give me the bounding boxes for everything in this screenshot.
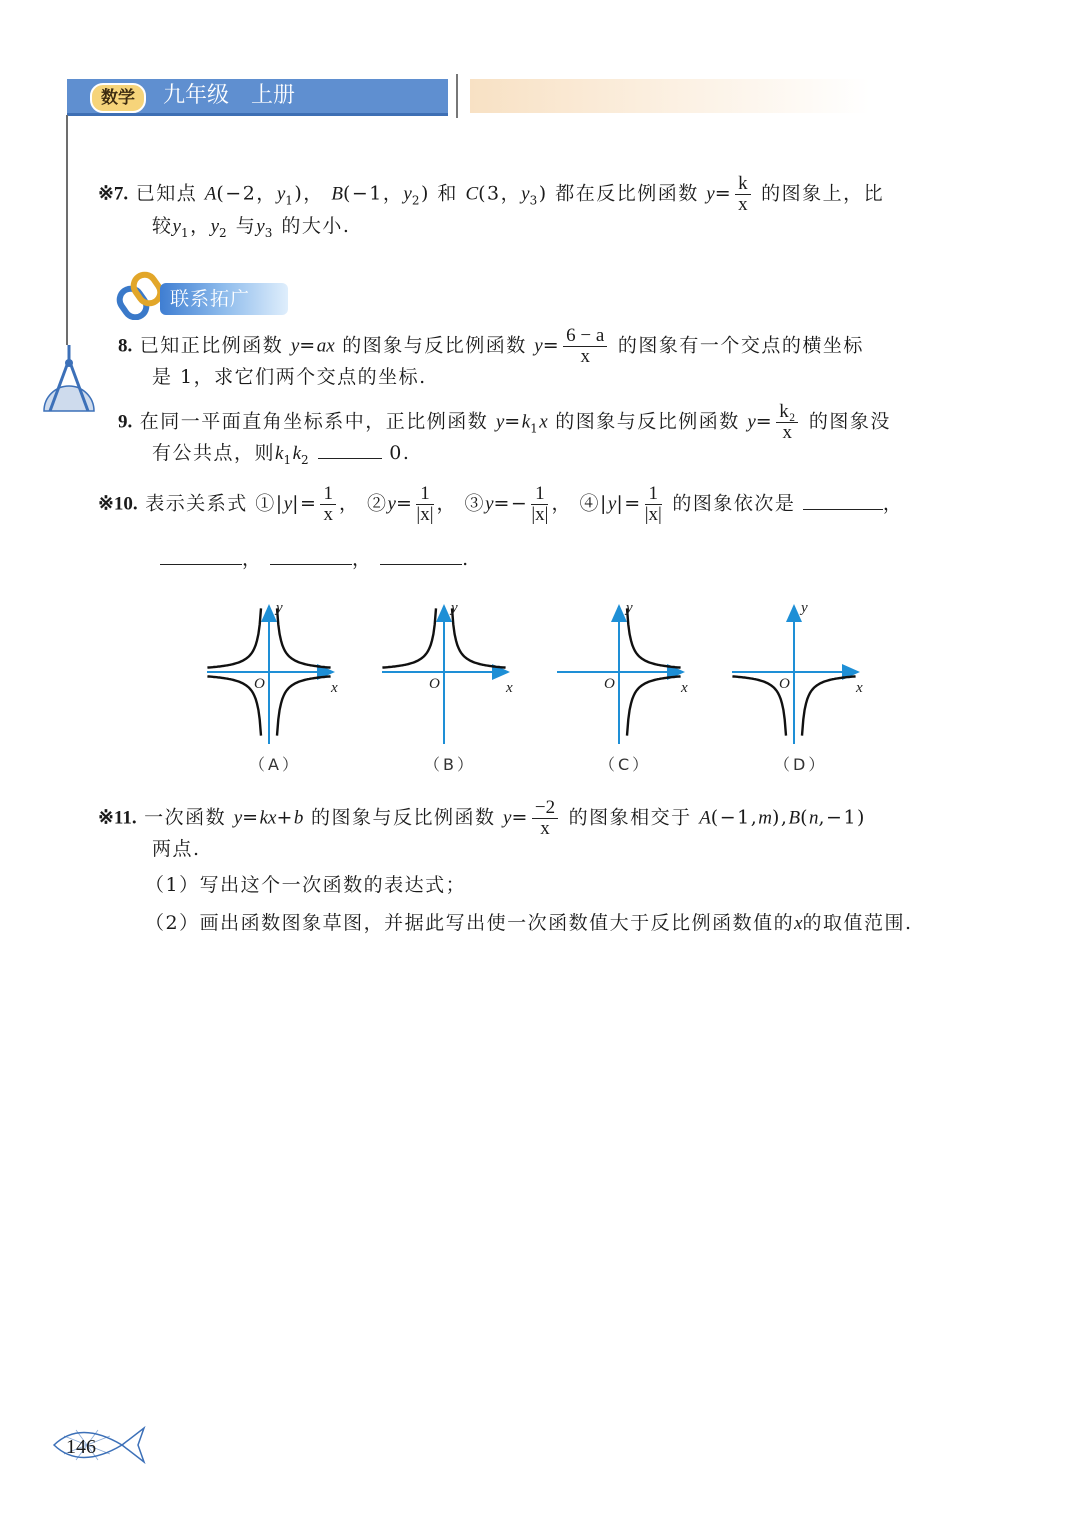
fraction-k2-over-x: $\frac{\text{k₂}}{x}$ — [776, 402, 798, 443]
caption-a: （A） — [249, 755, 301, 774]
graph-c — [557, 600, 688, 744]
y-axis-label: y — [626, 600, 633, 616]
y-axis-label: y — [276, 600, 283, 616]
hyperbola-branch — [802, 676, 856, 735]
origin-label: O — [779, 676, 790, 692]
hyperbola-branch — [627, 608, 681, 667]
book-title: 九年级 上册 — [163, 83, 296, 108]
fraction-6-minus-a-over-x: $\frac{6 - a}{x}$ — [563, 326, 607, 367]
question-8-line1: 8. 已知正比例函数 y=ax 的图象与反比例函数 y= $\frac{6 - a}{x}$ 的图象有一个交点的横坐标 — [118, 325, 864, 367]
hyperbola-branch — [207, 608, 261, 667]
graph-b — [382, 600, 513, 744]
origin-label: O — [429, 676, 440, 692]
page-number: 146 — [66, 1436, 96, 1458]
origin-label: O — [604, 676, 615, 692]
graph-options — [205, 596, 885, 776]
fraction-neg2-over-x: $\frac{-2}{x}$ — [532, 798, 558, 839]
question-7-line2: 较$y_1$，$y_2$ 与$y_3$ 的大小. — [152, 215, 351, 240]
question-11-part2: （2）画出函数图象草图，并据此写出使一次函数值大于反比例函数值的x的取值范围. — [145, 912, 913, 934]
question-11-line2: 两点. — [152, 838, 201, 860]
chain-link-icon — [116, 270, 164, 320]
question-9-line1: 9. 在同一平面直角坐标系中，正比例函数 $y=k_1x$ 的图象与反比例函数 y= $\frac{\text{k₂}}{x}$ 的图象没 — [118, 401, 891, 443]
question-11-line1: ※11. 一次函数 y=kx+b 的图象与反比例函数 y= $\frac{-2}{x}$ 的图象相交于 A(−1,m),B(n,−1) — [98, 797, 866, 839]
compass-protractor-icon — [40, 345, 98, 415]
hyperbola-branch — [382, 608, 436, 667]
hyperbola-branch — [277, 676, 331, 735]
y-axis-label: y — [451, 600, 458, 616]
answer-blank-1[interactable] — [803, 489, 883, 510]
question-9-line2: 有公共点，则$k_1k_2$ 0. — [152, 438, 410, 475]
hyperbola-branch — [207, 676, 261, 735]
question-7-line1: ※7. 已知点 A(−2，$y_1$)， B(−1，$y_2$) 和 C(3，$y_3$) 都在反比例函数 y= $\frac{k}{x}$ 的图象上，比 — [98, 173, 885, 215]
hyperbola-figures — [205, 596, 885, 776]
question-11-part1: （1）写出这个一次函数的表达式； — [145, 874, 467, 896]
x-axis-label: x — [856, 680, 863, 696]
fish-page-ornament-icon — [50, 1418, 148, 1472]
x-axis-label: x — [331, 680, 338, 696]
fraction-k-over-x: $\frac{k}{x}$ — [735, 174, 751, 215]
caption-c: （C） — [599, 755, 652, 774]
graph-a — [207, 600, 338, 744]
header-divider — [456, 74, 458, 118]
question-10-line1: ※10. 表示关系式 ①|y|= $\frac{1}{x}$ ， ②y= $\frac{1}{|x|}$ ， ③y=− $\frac{1}{|x|}$ ， ④|y|= $\frac{1}{|x|}$ 的图象依次是 ， — [98, 483, 904, 525]
x-axis-label: x — [681, 680, 688, 696]
hyperbola-branch — [277, 608, 331, 667]
section-title: 联系拓广 — [170, 288, 251, 310]
y-axis-label: y — [801, 600, 808, 616]
x-axis-label: x — [506, 680, 513, 696]
hyperbola-branch — [627, 676, 681, 735]
hyperbola-branch — [732, 676, 786, 735]
question-10-line2: ， ， . — [160, 544, 470, 574]
header-gradient — [470, 79, 870, 113]
answer-blank-3[interactable] — [270, 544, 352, 565]
question-8-line2: 是 1，求它们两个交点的坐标. — [152, 366, 427, 388]
answer-blank[interactable] — [318, 438, 382, 459]
caption-d: （D） — [774, 755, 828, 774]
caption-b: （B） — [424, 755, 476, 774]
graph-d — [732, 600, 863, 744]
subject-badge: 数学 — [90, 83, 146, 113]
answer-blank-2[interactable] — [160, 544, 242, 565]
left-margin-rule — [66, 115, 68, 345]
answer-blank-4[interactable] — [380, 544, 462, 565]
origin-label: O — [254, 676, 265, 692]
hyperbola-branch — [452, 608, 506, 667]
